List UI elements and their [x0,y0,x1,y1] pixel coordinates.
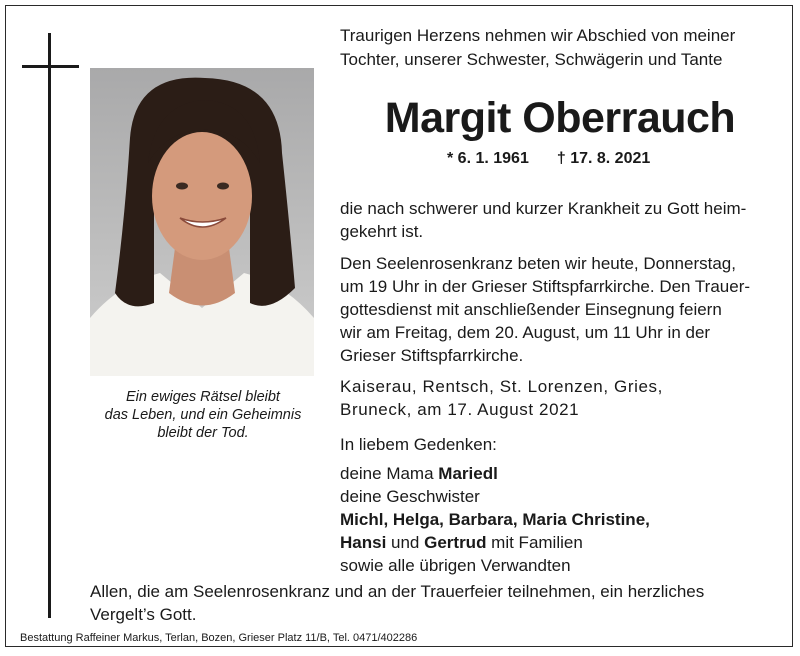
paragraph-line: Bruneck, am 17. August 2021 [340,400,580,419]
birth-date: * 6. 1. 1961 [447,150,529,167]
death-date: † 17. 8. 2021 [556,150,651,167]
portrait-photo [90,68,314,376]
deceased-name: Margit Oberrauch [384,94,736,142]
life-dates [447,148,650,170]
paragraph-line: die nach schwerer und kurzer Krankheit zu Gott heim- [340,199,747,218]
thanks-text [90,580,780,626]
cross-bar [22,65,79,68]
signer-line: sowie alle übrigen Verwandten [340,556,571,575]
signers-list [340,462,650,577]
paragraph-line: wir am Freitag, dem 20. August, um 11 Uhr in der [340,323,711,342]
intro-line: Traurigen Herzens nehmen wir Abschied von meiner [340,26,736,45]
paragraph-line: gekehrt ist. [340,222,424,241]
signer-name: Hansi [340,533,387,552]
quote-line: bleibt der Tod. [157,425,249,441]
quote-line: das Leben, und ein Geheimnis [104,407,302,423]
place-date-paragraph [340,375,780,421]
thanks-line: Vergelt’s Gott. [90,605,197,624]
paragraph-line: Kaiserau, Rentsch, St. Lorenzen, Gries, [340,377,663,396]
paragraph-line: um 19 Uhr in der Grieser Stiftspfarrkirche. Den Trauer- [340,277,751,296]
intro-line: Tochter, unserer Schwester, Schwägerin und Tante [340,50,723,69]
cross-icon [48,33,51,618]
signer-names: Michl, Helga, Barbara, Maria Christine, [340,510,650,529]
passing-paragraph [340,197,780,243]
signer-line: deine Mama Mariedl [340,464,498,483]
signer-line: Hansi und Gertrud mit Familien [340,533,583,552]
paragraph-line: Den Seelenrosenkranz beten wir heute, Donnerstag, [340,254,736,273]
quote-line: Ein ewiges Rätsel bleibt [126,389,280,405]
memorial-quote [88,388,318,442]
signer-line: deine Geschwister [340,487,480,506]
funeral-home-footer: Bestattung Raffeiner Markus, Terlan, Bozen, Grieser Platz 11/B, Tel. 0471/402286 [20,632,418,644]
memory-label: In liebem Gedenken: [340,435,497,454]
signer-name: Mariedl [438,464,498,483]
thanks-line: Allen, die am Seelenrosenkranz und an der Trauerfeier teilnehmen, ein herzliches [90,582,705,601]
paragraph-line: Grieser Stiftspfarrkirche. [340,346,524,365]
signer-name: Gertrud [424,533,487,552]
intro-text [340,24,780,72]
service-paragraph [340,252,780,367]
paragraph-line: gottesdienst mit anschließender Einsegnung feiern [340,300,722,319]
